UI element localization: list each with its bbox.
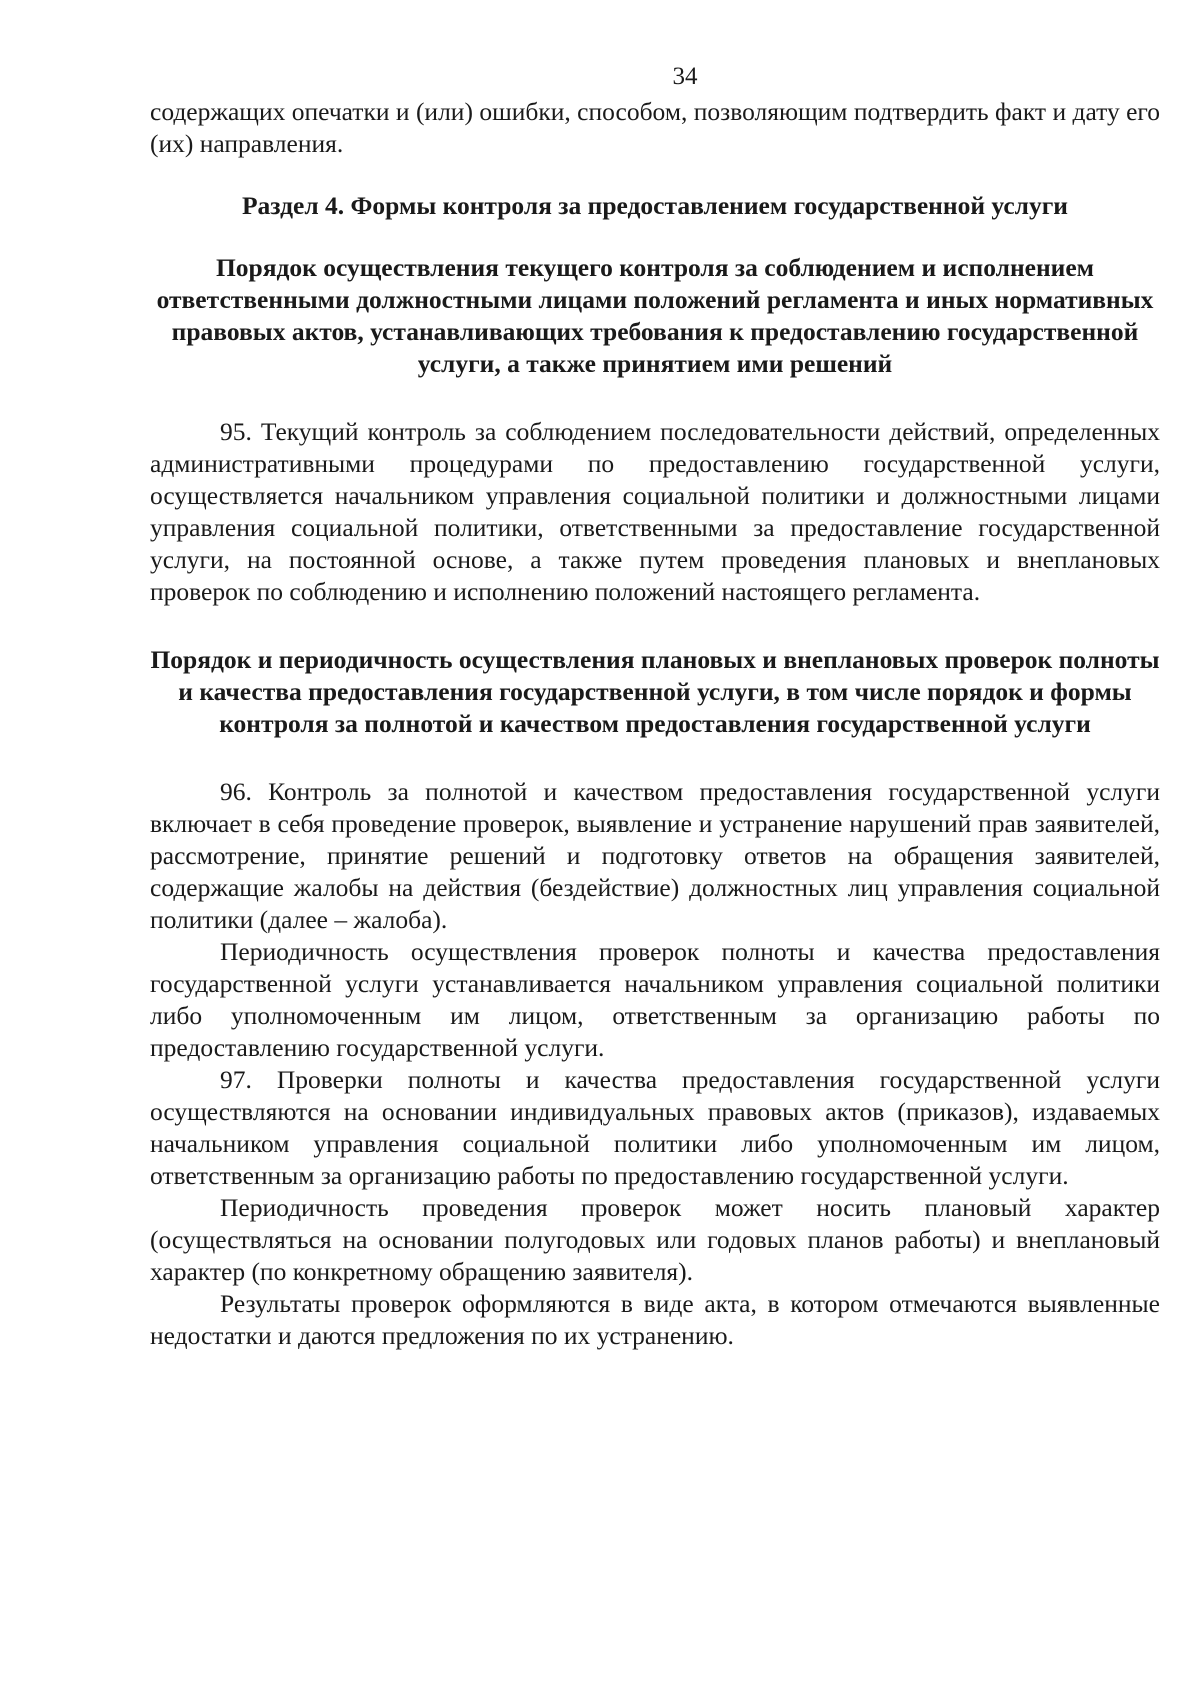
document-page (150, 62, 1160, 1352)
paragraph-periodicity-planned: Периодичность проведения проверок может носить плановый характер (осуществляться на основании полугодовых или годовых планов работы) и внеплановый характер (по конкретному обращению заявителя). (150, 1193, 1160, 1286)
subsection-2-title: Порядок и периодичность осуществления плановых и внеплановых проверок полноты и качества предоставления государственной услуги, в том числе порядок и формы контроля за полнотой и качеством предоставления государственной услуги (150, 645, 1160, 738)
paragraph-97: 97. Проверки полноты и качества предоставления государственной услуги осуществляются на основании индивидуальных правовых актов (приказов), издаваемых начальником управления социальной политики либо уполномоченным им лицом, ответственным за организацию работы по предоставлению государственной услуги. (150, 1065, 1160, 1190)
intro-paragraph: содержащих опечатки и (или) ошибки, способом, позволяющим подтвердить факт и дату его (их) направления. (150, 97, 1160, 158)
paragraph-95: 95. Текущий контроль за соблюдением последовательности действий, определенных административными процедурами по предоставлению государственной услуги, осуществляется начальником управления социальной политики и должностными лицами управления социальной политики, ответственными за предоставление государственной услуги, на постоянной основе, а также путем проведения плановых и внеплановых проверок по соблюдению и исполнению положений настоящего регламента. (150, 417, 1160, 606)
paragraph-96: 96. Контроль за полнотой и качеством предоставления государственной услуги включает в себя проведение проверок, выявление и устранение нарушений прав заявителей, рассмотрение, принятие решений и подготовку ответов на обращения заявителей, содержащие жалобы на действия (бездействие) должностных лиц управления социальной политики (далее – жалоба). (150, 777, 1160, 934)
paragraph-results: Результаты проверок оформляются в виде акта, в котором отмечаются выявленные недостатки и даются предложения по их устранению. (150, 1289, 1160, 1350)
page-number: 34 (672, 63, 698, 90)
section-title: Раздел 4. Формы контроля за предоставлением государственной услуги (241, 191, 1068, 220)
subsection-1-title: Порядок осуществления текущего контроля за соблюдением и исполнением ответственными должностными лицами положений регламента и иных нормативных правовых актов, устанавливающих требования к предоставлению государственной услуги, а также принятием ими решений (156, 253, 1154, 378)
paragraph-periodicity-checks: Периодичность осуществления проверок полноты и качества предоставления государственной услуги устанавливается начальником управления социальной политики либо уполномоченным им лицом, ответственным за организацию работы по предоставлению государственной услуги. (150, 937, 1160, 1062)
